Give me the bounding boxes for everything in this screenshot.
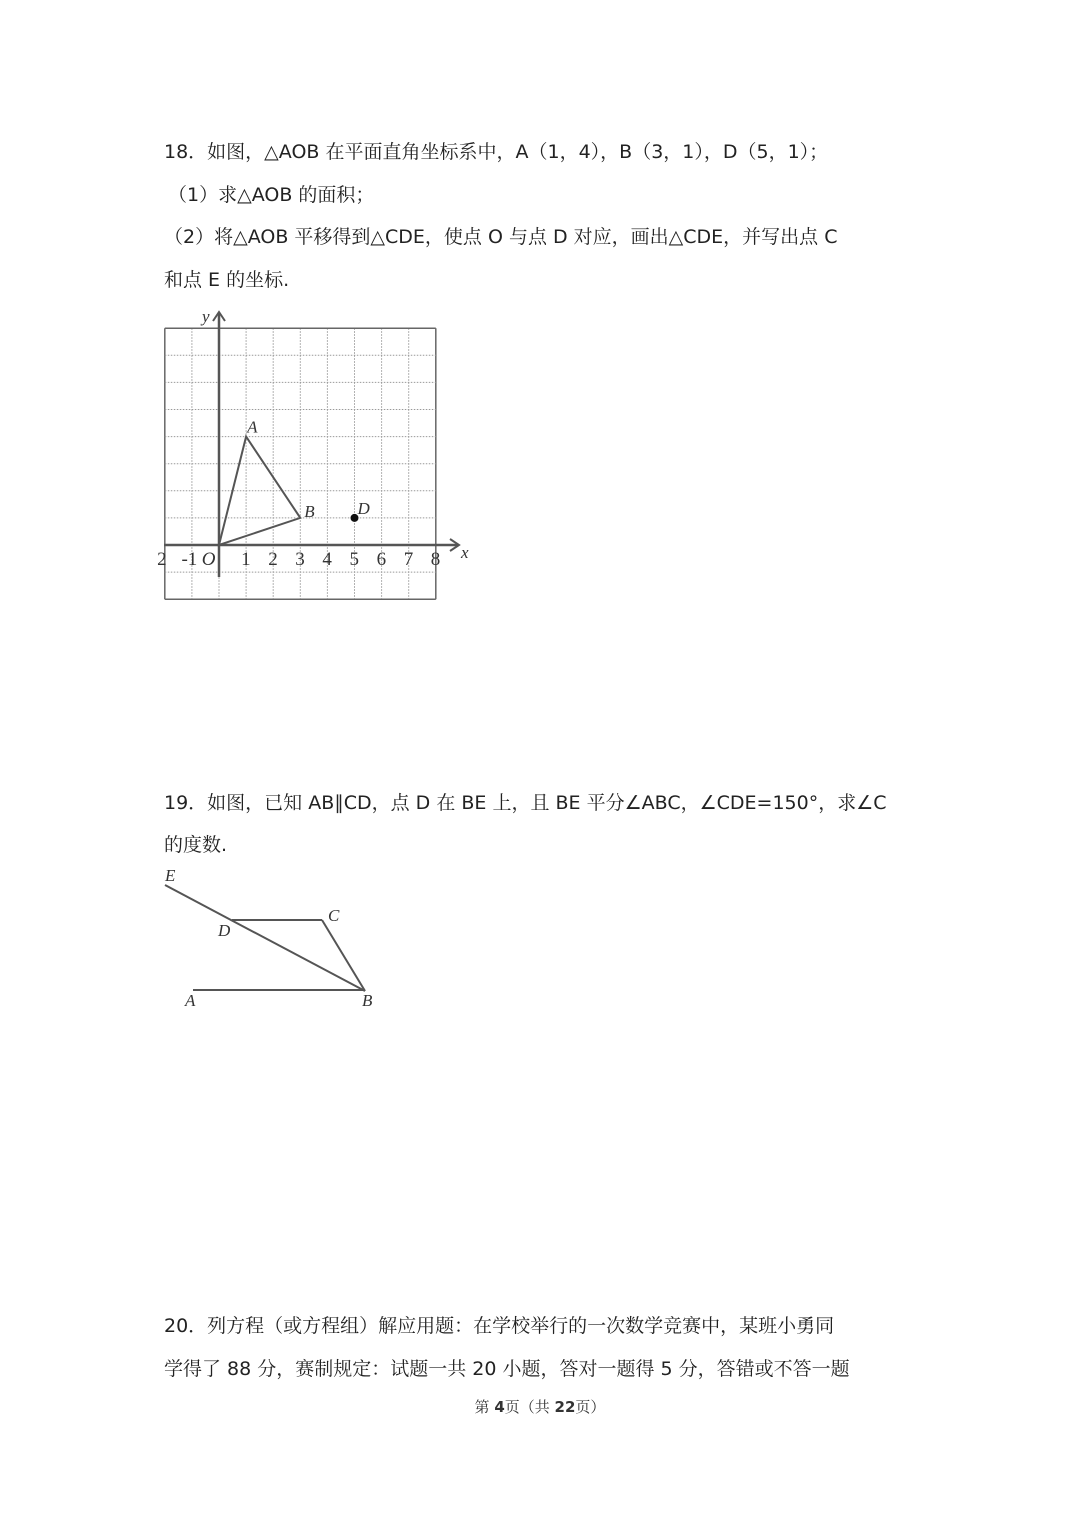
label-C: C (328, 906, 340, 925)
label-D: D (357, 498, 370, 518)
q18-line-3: （2）将△AOB 平移得到△CDE，使点 O 与点 D 对应，画出△CDE，并写出点 C (164, 226, 838, 248)
q20-line-1: 20．列方程（或方程组）解应用题：在学校举行的一次数学竞赛中，某班小勇同 (164, 1315, 835, 1337)
page-footer (0, 1396, 1080, 1417)
x-tick-label: 5 (349, 549, 359, 570)
footer-prefix: 第 (474, 1398, 495, 1416)
q18-line-1: 18．如图，△AOB 在平面直角坐标系中，A（1，4），B（3，1），D（5，1）； (164, 141, 829, 163)
y-axis-label: y (202, 307, 210, 326)
label-B2: B (362, 991, 373, 1010)
label-A2: A (185, 991, 196, 1010)
axes (164, 307, 469, 577)
label-A: A (247, 417, 258, 437)
x-tick-label: 7 (403, 549, 414, 570)
q18-line-2: （1）求△AOB 的面积； (168, 184, 375, 206)
label-B: B (304, 501, 315, 521)
footer-suffix: 页） (575, 1398, 606, 1416)
x-tick-label: 2 (157, 549, 167, 570)
q19-line-2: 的度数. (164, 834, 228, 856)
x-tick-label: 4 (322, 549, 332, 570)
x-tick-label: O (201, 549, 216, 570)
x-tick-labels (157, 549, 440, 570)
x-tick-label: 6 (376, 549, 387, 570)
x-tick-label: 2 (268, 549, 278, 570)
x-tick-label: -1 (181, 549, 198, 570)
q20-line-2: 学得了 88 分，赛制规定：试题一共 20 小题，答对一题得 5 分，答错或不答一题 (164, 1358, 850, 1380)
page-number: 4 (494, 1398, 505, 1416)
x-axis-label: x (461, 543, 469, 562)
parallel-lines-figure (164, 866, 373, 1010)
label-E: E (165, 866, 176, 885)
x-tick-label: 3 (295, 549, 305, 570)
label-D2: D (218, 921, 231, 940)
q19-line-1: 19．如图，已知 AB∥CD，点 D 在 BE 上，且 BE 平分∠ABC，∠CDE=150°，求∠C (164, 792, 887, 814)
page-total: 22 (554, 1398, 576, 1416)
x-tick-label: 8 (430, 549, 441, 570)
line-EB (165, 885, 365, 991)
q18-line-4: 和点 E 的坐标. (164, 269, 290, 291)
x-tick-label: 1 (241, 549, 251, 570)
footer-mid: 页（共 (504, 1398, 555, 1416)
